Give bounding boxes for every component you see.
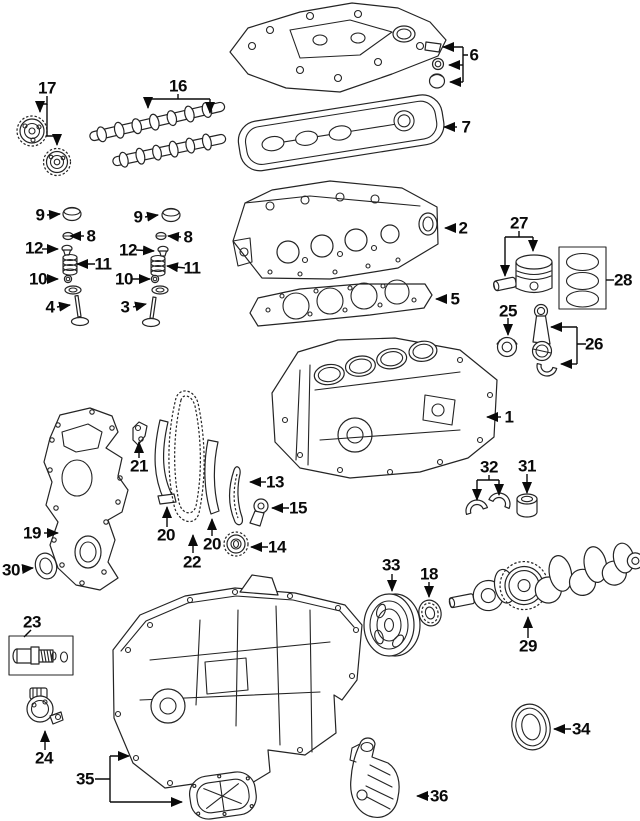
crank-pulley-drawing — [364, 594, 420, 656]
callout-1: 1 — [504, 407, 514, 427]
callout-32: 32 — [480, 457, 498, 477]
callout-14: 14 — [268, 537, 286, 557]
callout-30: 30 — [2, 560, 20, 580]
callout-23: 23 — [23, 612, 41, 632]
piston-pin-drawing — [493, 277, 517, 291]
callout-22: 22 — [183, 552, 201, 572]
callout-6: 6 — [469, 45, 479, 65]
callout-15: 15 — [289, 498, 307, 518]
callout-4: 4 — [45, 297, 55, 317]
callout-11-right: 11 — [183, 258, 201, 278]
callout-9-right: 9 — [133, 207, 143, 227]
callout-3: 3 — [120, 297, 130, 317]
piston-drawing — [493, 255, 552, 293]
callout-20-right: 20 — [203, 534, 221, 554]
callout-26: 26 — [585, 334, 603, 354]
cover-bolt-grommet-drawing — [430, 59, 445, 89]
piston-rings-box-drawing — [559, 247, 606, 309]
callout-33: 33 — [382, 555, 400, 575]
callout-31: 31 — [518, 456, 536, 476]
cam-sprockets-drawing — [17, 116, 71, 176]
chain-tensioner-arm-drawing — [133, 422, 147, 445]
callout-21: 21 — [130, 456, 148, 476]
callout-8-left: 8 — [86, 226, 96, 246]
chain-guide-left-drawing — [155, 420, 176, 504]
crank-sprocket-drawing — [224, 532, 248, 556]
callout-24: 24 — [35, 748, 53, 768]
chain-guide-upper-drawing — [230, 467, 243, 525]
callout-29: 29 — [519, 636, 537, 656]
valve-train-left-drawing — [62, 208, 89, 326]
callout-19: 19 — [23, 523, 41, 543]
cover-tab — [425, 42, 441, 52]
main-bearing-drawing — [517, 494, 537, 517]
chain-guide-right-drawing — [205, 440, 219, 514]
callout-20-left: 20 — [157, 525, 175, 545]
callout-18: 18 — [420, 564, 438, 584]
callout-17: 17 — [38, 78, 56, 98]
valve-cover-drawing — [230, 3, 446, 92]
callout-27: 27 — [510, 213, 528, 233]
oil-control-valve-box-drawing — [9, 636, 73, 675]
camshafts-drawing — [88, 98, 227, 170]
crankshaft-drawing — [444, 538, 640, 624]
callout-25: 25 — [499, 301, 517, 321]
callout-12-right: 12 — [119, 240, 137, 260]
head-gasket-drawing — [250, 280, 432, 326]
oil-pan-upper-drawing — [113, 575, 362, 792]
engine-block-drawing — [272, 338, 497, 478]
callout-11-left: 11 — [94, 254, 112, 274]
callout-2: 2 — [458, 218, 468, 238]
vvt-solenoid-drawing — [27, 688, 63, 724]
callout-8-right: 8 — [183, 227, 193, 247]
callout-12-left: 12 — [25, 238, 43, 258]
callout-34: 34 — [572, 719, 590, 739]
cylinder-head-drawing — [233, 181, 438, 279]
rear-seal-drawing — [508, 701, 555, 754]
callout-13: 13 — [266, 472, 284, 492]
callout-35: 35 — [76, 769, 94, 789]
chain-tensioner-drawing — [250, 499, 268, 526]
connecting-rod-drawing — [533, 305, 557, 379]
callout-36: 36 — [430, 786, 448, 806]
valve-cover-gasket-drawing — [236, 92, 447, 174]
rod-bushing-drawing — [497, 338, 517, 357]
oil-pump-drawing — [350, 738, 399, 817]
callout-9-left: 9 — [35, 205, 45, 225]
callout-7: 7 — [461, 117, 471, 137]
thrust-bearing-halves-drawing — [463, 489, 513, 514]
callout-16: 16 — [169, 76, 187, 96]
callout-28: 28 — [614, 270, 632, 290]
callout-5: 5 — [450, 289, 460, 309]
callout-10-right: 10 — [115, 269, 133, 289]
callout-10-left: 10 — [29, 269, 47, 289]
